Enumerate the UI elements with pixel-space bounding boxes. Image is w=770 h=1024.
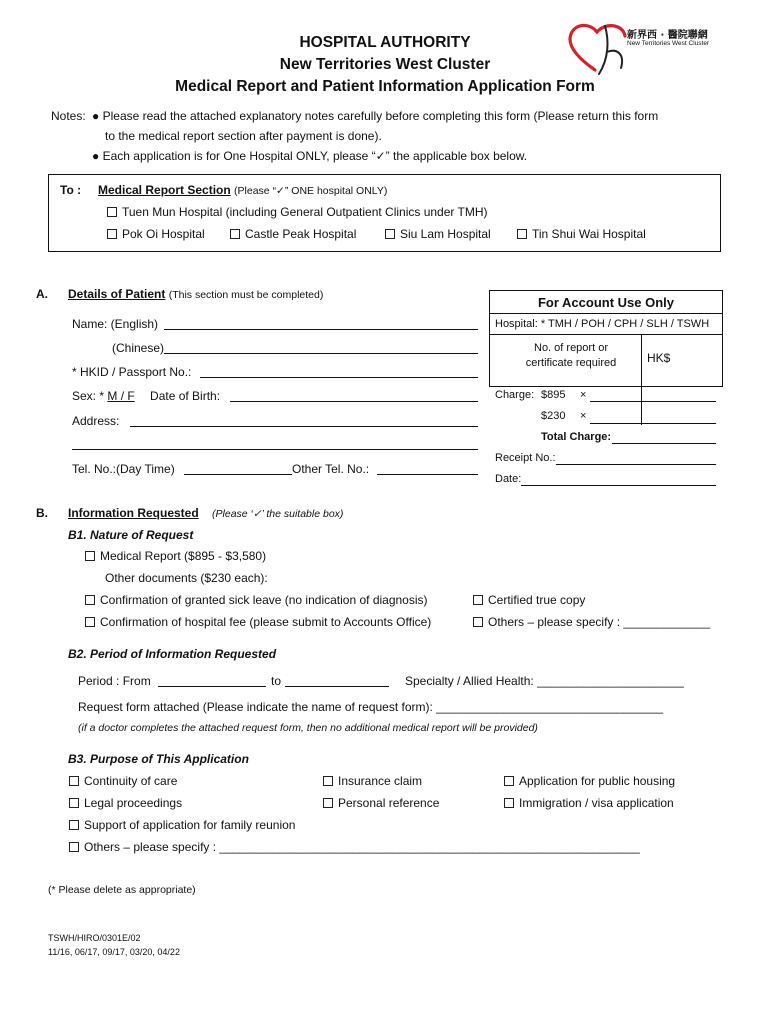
dob-field[interactable] bbox=[230, 401, 478, 402]
account-divider-1 bbox=[489, 313, 723, 314]
other-docs-label: Other documents ($230 each): bbox=[105, 571, 268, 585]
form-heading-authority: HOSPITAL AUTHORITY bbox=[299, 34, 471, 51]
checkbox-others-request[interactable] bbox=[473, 617, 483, 627]
checkbox-poh[interactable] bbox=[107, 229, 117, 239]
option-personal-ref[interactable] bbox=[323, 796, 439, 810]
section-a-title: Details of Patient bbox=[68, 287, 166, 301]
notes-bullet-1-text: Please read the attached explanatory notes carefully before completing this form (Please return this form bbox=[102, 109, 659, 123]
label-immigration: Immigration / visa application bbox=[519, 796, 674, 810]
option-sick-leave[interactable] bbox=[85, 593, 428, 607]
period-from-field[interactable] bbox=[158, 686, 266, 687]
total-charge-label: Total Charge: bbox=[541, 431, 612, 443]
to-section-line bbox=[98, 183, 387, 197]
option-others-request[interactable] bbox=[473, 615, 710, 629]
delete-note: (* Please delete as appropriate) bbox=[48, 884, 196, 896]
label-slh: Siu Lam Hospital bbox=[400, 227, 491, 241]
section-b-letter: B. bbox=[36, 506, 48, 520]
times-1: × bbox=[580, 389, 587, 401]
label-poh: Pok Oi Hospital bbox=[122, 227, 205, 241]
period-from-label: Period : From bbox=[78, 674, 151, 688]
label-certified-copy: Certified true copy bbox=[488, 593, 586, 607]
charge-895-field[interactable] bbox=[590, 401, 716, 402]
checkbox-immigration[interactable] bbox=[504, 798, 514, 808]
account-col-divider bbox=[641, 334, 642, 387]
account-hospital: Hospital: * TMH / POH / CPH / SLH / TSWH bbox=[495, 318, 710, 330]
form-code: TSWH/HIRO/0301E/02 bbox=[48, 933, 141, 943]
section-a-heading bbox=[68, 287, 323, 301]
label-housing: Application for public housing bbox=[519, 774, 676, 788]
option-poh[interactable] bbox=[107, 227, 205, 241]
checkbox-personal-ref[interactable] bbox=[323, 798, 333, 808]
checkbox-hospital-fee[interactable] bbox=[85, 617, 95, 627]
period-to-field[interactable] bbox=[285, 686, 389, 687]
option-cph[interactable] bbox=[230, 227, 356, 241]
hkid-label: * HKID / Passport No.: bbox=[72, 365, 192, 379]
tel-day-field[interactable] bbox=[184, 474, 292, 475]
receipt-label: Receipt No.: bbox=[495, 452, 556, 464]
period-to-label: to bbox=[271, 674, 282, 688]
tel-day-label: Tel. No.:(Day Time) bbox=[72, 462, 175, 476]
logo-english-text: New Territories West Cluster bbox=[627, 40, 710, 47]
address-label: Address: bbox=[72, 414, 120, 428]
request-form-label: Request form attached (Please indicate the name of request form): __________________________________ bbox=[78, 700, 664, 714]
section-b-title: Information Requested bbox=[68, 506, 199, 520]
label-personal-ref: Personal reference bbox=[338, 796, 440, 810]
checkbox-others-purpose[interactable] bbox=[69, 842, 79, 852]
section-b-heading bbox=[68, 506, 343, 520]
label-medical-report: Medical Report ($895 - $3,580) bbox=[100, 549, 267, 563]
option-tswh[interactable] bbox=[517, 227, 646, 241]
cluster-logo bbox=[565, 18, 765, 78]
checkbox-family[interactable] bbox=[69, 820, 79, 830]
account-title: For Account Use Only bbox=[537, 295, 675, 310]
charge-230: $230 bbox=[541, 410, 566, 422]
label-legal: Legal proceedings bbox=[84, 796, 183, 810]
label-hospital-fee: Confirmation of hospital fee (please submit to Accounts Office) bbox=[100, 615, 432, 629]
form-heading-cluster: New Territories West Cluster bbox=[279, 56, 491, 73]
label-tswh: Tin Shui Wai Hospital bbox=[532, 227, 646, 241]
name-chinese-field[interactable] bbox=[164, 353, 478, 354]
medical-report-section: Medical Report Section bbox=[98, 183, 231, 197]
option-hospital-fee[interactable] bbox=[85, 615, 431, 629]
request-form-note: (if a doctor completes the attached request form, then no additional medical report will be provided) bbox=[78, 722, 538, 734]
charge-label: Charge: bbox=[495, 389, 535, 401]
date-label: Date: bbox=[495, 473, 522, 485]
b1-title: B1. Nature of Request bbox=[68, 528, 194, 542]
option-family[interactable] bbox=[69, 818, 295, 832]
notes-bullet-2-text: Each application is for One Hospital ONLY, please “✓” the applicable box below. bbox=[102, 149, 528, 163]
checkbox-housing[interactable] bbox=[504, 776, 514, 786]
hkid-field[interactable] bbox=[200, 377, 478, 378]
option-slh[interactable] bbox=[385, 227, 491, 241]
checkbox-medical-report[interactable] bbox=[85, 551, 95, 561]
account-hkd: HK$ bbox=[647, 351, 671, 365]
checkbox-tmh[interactable] bbox=[107, 207, 117, 217]
times-2: × bbox=[580, 410, 587, 422]
other-tel-field[interactable] bbox=[377, 474, 478, 475]
charge-230-field[interactable] bbox=[590, 423, 716, 424]
address-field-1[interactable] bbox=[130, 426, 478, 427]
notes-label: Notes: bbox=[51, 109, 86, 123]
checkbox-insurance[interactable] bbox=[323, 776, 333, 786]
label-sick-leave: Confirmation of granted sick leave (no indication of diagnosis) bbox=[100, 593, 428, 607]
date-field[interactable] bbox=[521, 485, 716, 486]
checkbox-cph[interactable] bbox=[230, 229, 240, 239]
option-certified-copy[interactable] bbox=[473, 593, 585, 607]
label-continuity: Continuity of care bbox=[84, 774, 178, 788]
option-tmh[interactable] bbox=[107, 205, 488, 219]
charge-col-divider bbox=[641, 387, 642, 425]
section-a-letter: A. bbox=[36, 287, 48, 301]
account-no-reports: No. of report or certificate required bbox=[525, 342, 617, 369]
sex-row bbox=[72, 389, 220, 403]
checkbox-tswh[interactable] bbox=[517, 229, 527, 239]
specialty-label: Specialty / Allied Health: ______________________ bbox=[405, 674, 684, 688]
dob-label: Date of Birth: bbox=[150, 389, 221, 403]
section-a-note: (This section must be completed) bbox=[168, 289, 324, 301]
b2-title: B2. Period of Information Requested bbox=[68, 647, 277, 661]
option-immigration[interactable] bbox=[504, 796, 674, 810]
receipt-field[interactable] bbox=[556, 464, 716, 465]
name-english-field[interactable] bbox=[164, 329, 478, 330]
heart-logo-icon bbox=[565, 18, 635, 78]
account-divider-2 bbox=[489, 334, 723, 335]
notes-bullet-1-cont: to the medical report section after payment is done). bbox=[105, 129, 382, 143]
option-legal[interactable] bbox=[69, 796, 182, 810]
checkbox-continuity[interactable] bbox=[69, 776, 79, 786]
b3-title: B3. Purpose of This Application bbox=[68, 752, 249, 766]
checkbox-slh[interactable] bbox=[385, 229, 395, 239]
notes-bullet-1: ● Please read the attached explanatory notes carefully before completing this form (Please return this form bbox=[92, 109, 659, 123]
option-medical-report[interactable] bbox=[85, 549, 266, 563]
label-others-request: Others – please specify : _____________ bbox=[488, 615, 711, 629]
address-field-2[interactable] bbox=[72, 449, 478, 450]
option-continuity[interactable] bbox=[69, 774, 177, 788]
option-insurance[interactable] bbox=[323, 774, 422, 788]
sex-options[interactable]: M / F bbox=[107, 389, 135, 403]
logo-chinese-text: 新界西 · 醫院聯網 bbox=[627, 30, 708, 41]
label-others-purpose: Others – please specify : _______________________________________________________________ bbox=[84, 840, 640, 854]
other-tel-label: Other Tel. No.: bbox=[292, 462, 370, 476]
name-english-label: Name: (English) bbox=[72, 317, 159, 331]
checkbox-certified-copy[interactable] bbox=[473, 595, 483, 605]
to-label: To : bbox=[60, 183, 82, 197]
charge-895: $895 bbox=[541, 389, 566, 401]
name-chinese-label: (Chinese) bbox=[112, 341, 165, 355]
form-revision-dates: 11/16, 06/17, 09/17, 03/20, 04/22 bbox=[48, 947, 180, 957]
label-cph: Castle Peak Hospital bbox=[245, 227, 357, 241]
option-others-purpose[interactable] bbox=[69, 840, 640, 854]
section-b-note: (Please ‘✓’ the suitable box) bbox=[212, 508, 344, 520]
option-housing[interactable] bbox=[504, 774, 675, 788]
notes-bullet-2: ● Each application is for One Hospital ONLY, please “✓” the applicable box below. bbox=[92, 149, 528, 163]
label-family: Support of application for family reunion bbox=[84, 818, 296, 832]
sex-label: Sex: * bbox=[72, 389, 105, 403]
form-title: Medical Report and Patient Information Application Form bbox=[175, 78, 595, 95]
label-insurance: Insurance claim bbox=[338, 774, 423, 788]
total-charge-field[interactable] bbox=[612, 443, 716, 444]
checkbox-sick-leave[interactable] bbox=[85, 595, 95, 605]
to-instruction: (Please “✓” ONE hospital ONLY) bbox=[234, 185, 388, 197]
checkbox-legal[interactable] bbox=[69, 798, 79, 808]
label-tmh: Tuen Mun Hospital (including General Outpatient Clinics under TMH) bbox=[122, 205, 488, 219]
